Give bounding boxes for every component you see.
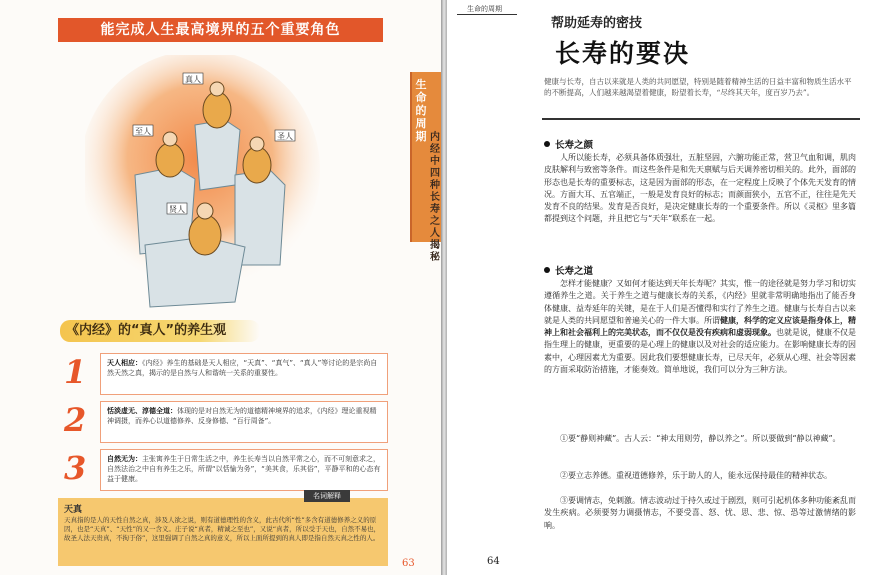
item-box: [100, 449, 388, 491]
item-box: [100, 353, 388, 395]
section-heading: 长寿之颜: [544, 137, 593, 151]
side-tab-subtitle: 内经中四种长寿之人揭秘: [430, 132, 440, 263]
chapter-side-tab: [410, 72, 441, 263]
bullet-icon: [544, 141, 550, 147]
label-xianren: 贤人: [169, 205, 185, 214]
item-text: 主张寓养生于日常生活之中，养生长寿当以自然平常之心，而不可刻意求之，自然法治之中自有养生之乐，所谓“以恬愉为务”，“美其食，乐其俗”，平静平和的心态有益于健康。: [107, 455, 381, 483]
body-paragraph: 人所以能长寿，必须具备体质强壮，五脏坚固，六腑功能正常，营卫气血和调，肌肉皮肤解利与致密等条件。而这些条件是和先天禀赋与后天调养密切相关的。此外，面部的形态也是长寿的重要标志，这是因为面部的形态，在一定程度上反映了个体先天发育的情况。方面大耳、五官端正，一般是发育良好的标志；而颜面狭小，五官不正，往往是先天发育不良的结果。发育是否良好，是决定健康长寿的一个重要条件。所以《灵枢》里多篇都提到这个问题，并且把它与“天年”联系在一起。: [544, 153, 856, 224]
item-box: [100, 401, 388, 443]
header-rule: [457, 14, 517, 15]
item-title: 自然无为：: [107, 455, 142, 463]
method-item: ③要调情志，免刺激。情志波动过于持久或过于剧烈，则可引起机体多种功能紊乱而发生疾病。必须要努力调摄情志，不要受喜、怒、忧、思、悲、惊、恐等过激情绪的影响。: [544, 496, 856, 530]
principle-item: [60, 446, 390, 492]
bullet-icon: [544, 267, 550, 273]
item-number: 1: [64, 353, 87, 391]
principle-item: [60, 398, 390, 444]
side-tab-chapter: 生命的周期: [415, 78, 427, 143]
item-text: 体现的是对自然无为的道德精神境界的追求，《内经》理论重视精神调摄，而养心以道德修养、反身修德、“百行周备”。: [107, 407, 377, 425]
item-title: 天人相应：: [107, 359, 142, 367]
intro-paragraph: 健康与长寿，自古以来就是人类的共同愿望，特别是随着精神生活的日益丰富和物质生活水平的不断提高，人们越来越渴望着健康，盼望着长寿，“尽终其天年，度百岁乃去”。: [544, 77, 852, 97]
right-page: [447, 0, 890, 575]
definition-text: 天真指的是人的天性自然之真，涉及人欲之说，则有道德理性的含义，此古代所“性”多含有道德修养之义的原因，也是“天真”、“天性”的又一含义。庄子说“真者，精诚之至也”，又说“真者，所以受于天也，自然不易也，故圣人法天贵真，不拘于俗”，这里强调了自然之真的意义，所以上面所提到的真人即是指自然天真之性的人。: [64, 516, 381, 542]
page-title: 长寿的要决: [555, 39, 691, 68]
section-heading: 《内经》的“真人”的养生观: [60, 320, 260, 342]
page-subtitle: 帮助延寿的密技: [551, 16, 643, 31]
method-item: ①要“静则神藏”。古人云：“神太用则劳，静以养之”。所以要做到“静以神藏”。: [560, 434, 841, 443]
item-text: 《内经》养生的基础是天人相应，“天真”、“真气”、“真人”等讨论的是宗尚自然天然之真，揭示的是自然与人和谐统一关系的重要性。: [107, 359, 378, 377]
section-heading: 长寿之道: [544, 263, 593, 277]
method-item: ②要立志养德。重视道德修养，乐于助人的人，能永远保持最佳的精神状态。: [560, 471, 832, 480]
running-header: 生命的周期: [467, 5, 502, 13]
item-title: 恬淡虚无、淳德全道：: [107, 407, 177, 415]
left-page: [0, 0, 441, 575]
illustration-five-roles: [85, 55, 325, 315]
body-paragraph: 怎样才能健康？又如何才能达到天年长寿呢？其实，惟一的途径就是努力学习和切实遵循养生之道。关于养生之道与健康长寿的关系，《内经》里就非常明确地指出了能否身体健康、益寿延年的关键，是在于人们是否懂得和实行了养生之道。健康与长寿自古以来就是人类的共同愿望和普遍关心的一件大事。所谓健康，科学的定义应该是指身体上，精神上和社会福利上的完美状态，而不仅仅是没有疾病和虚弱现象。也就是说，健康不仅是指生理上的健康，更重要的是心理上的健康以及对社会的适应能力。在影响健康长寿的因素中，心理因素尤为重要。因此我们要想健康长寿，已尽天年，必须从心理、社会等因素的方面采取防治措施，才能奏效。简单地说，我们可以分为三种方法。: [544, 279, 856, 375]
definition-tag: 名词解释: [304, 490, 350, 502]
principle-item: [60, 350, 390, 396]
item-number: 2: [64, 401, 87, 439]
page-title: 能完成人生最高境界的五个重要角色: [58, 18, 383, 42]
definition-box: [58, 498, 388, 566]
label-zhenren: 真人: [185, 75, 201, 84]
label-zhiren: 至人: [135, 127, 151, 136]
divider: [542, 118, 860, 120]
label-shengren: 圣人: [277, 132, 293, 141]
page-number: 64: [487, 556, 500, 567]
definition-label: 天真: [64, 505, 83, 515]
item-number: 3: [64, 449, 87, 487]
bold-definition: 健康，科学的定义应该是指身体上，精神上和社会福利上的完美状态，而不仅仅是没有疾病和虚弱现象。: [544, 315, 856, 338]
page-number: 63: [402, 558, 415, 569]
